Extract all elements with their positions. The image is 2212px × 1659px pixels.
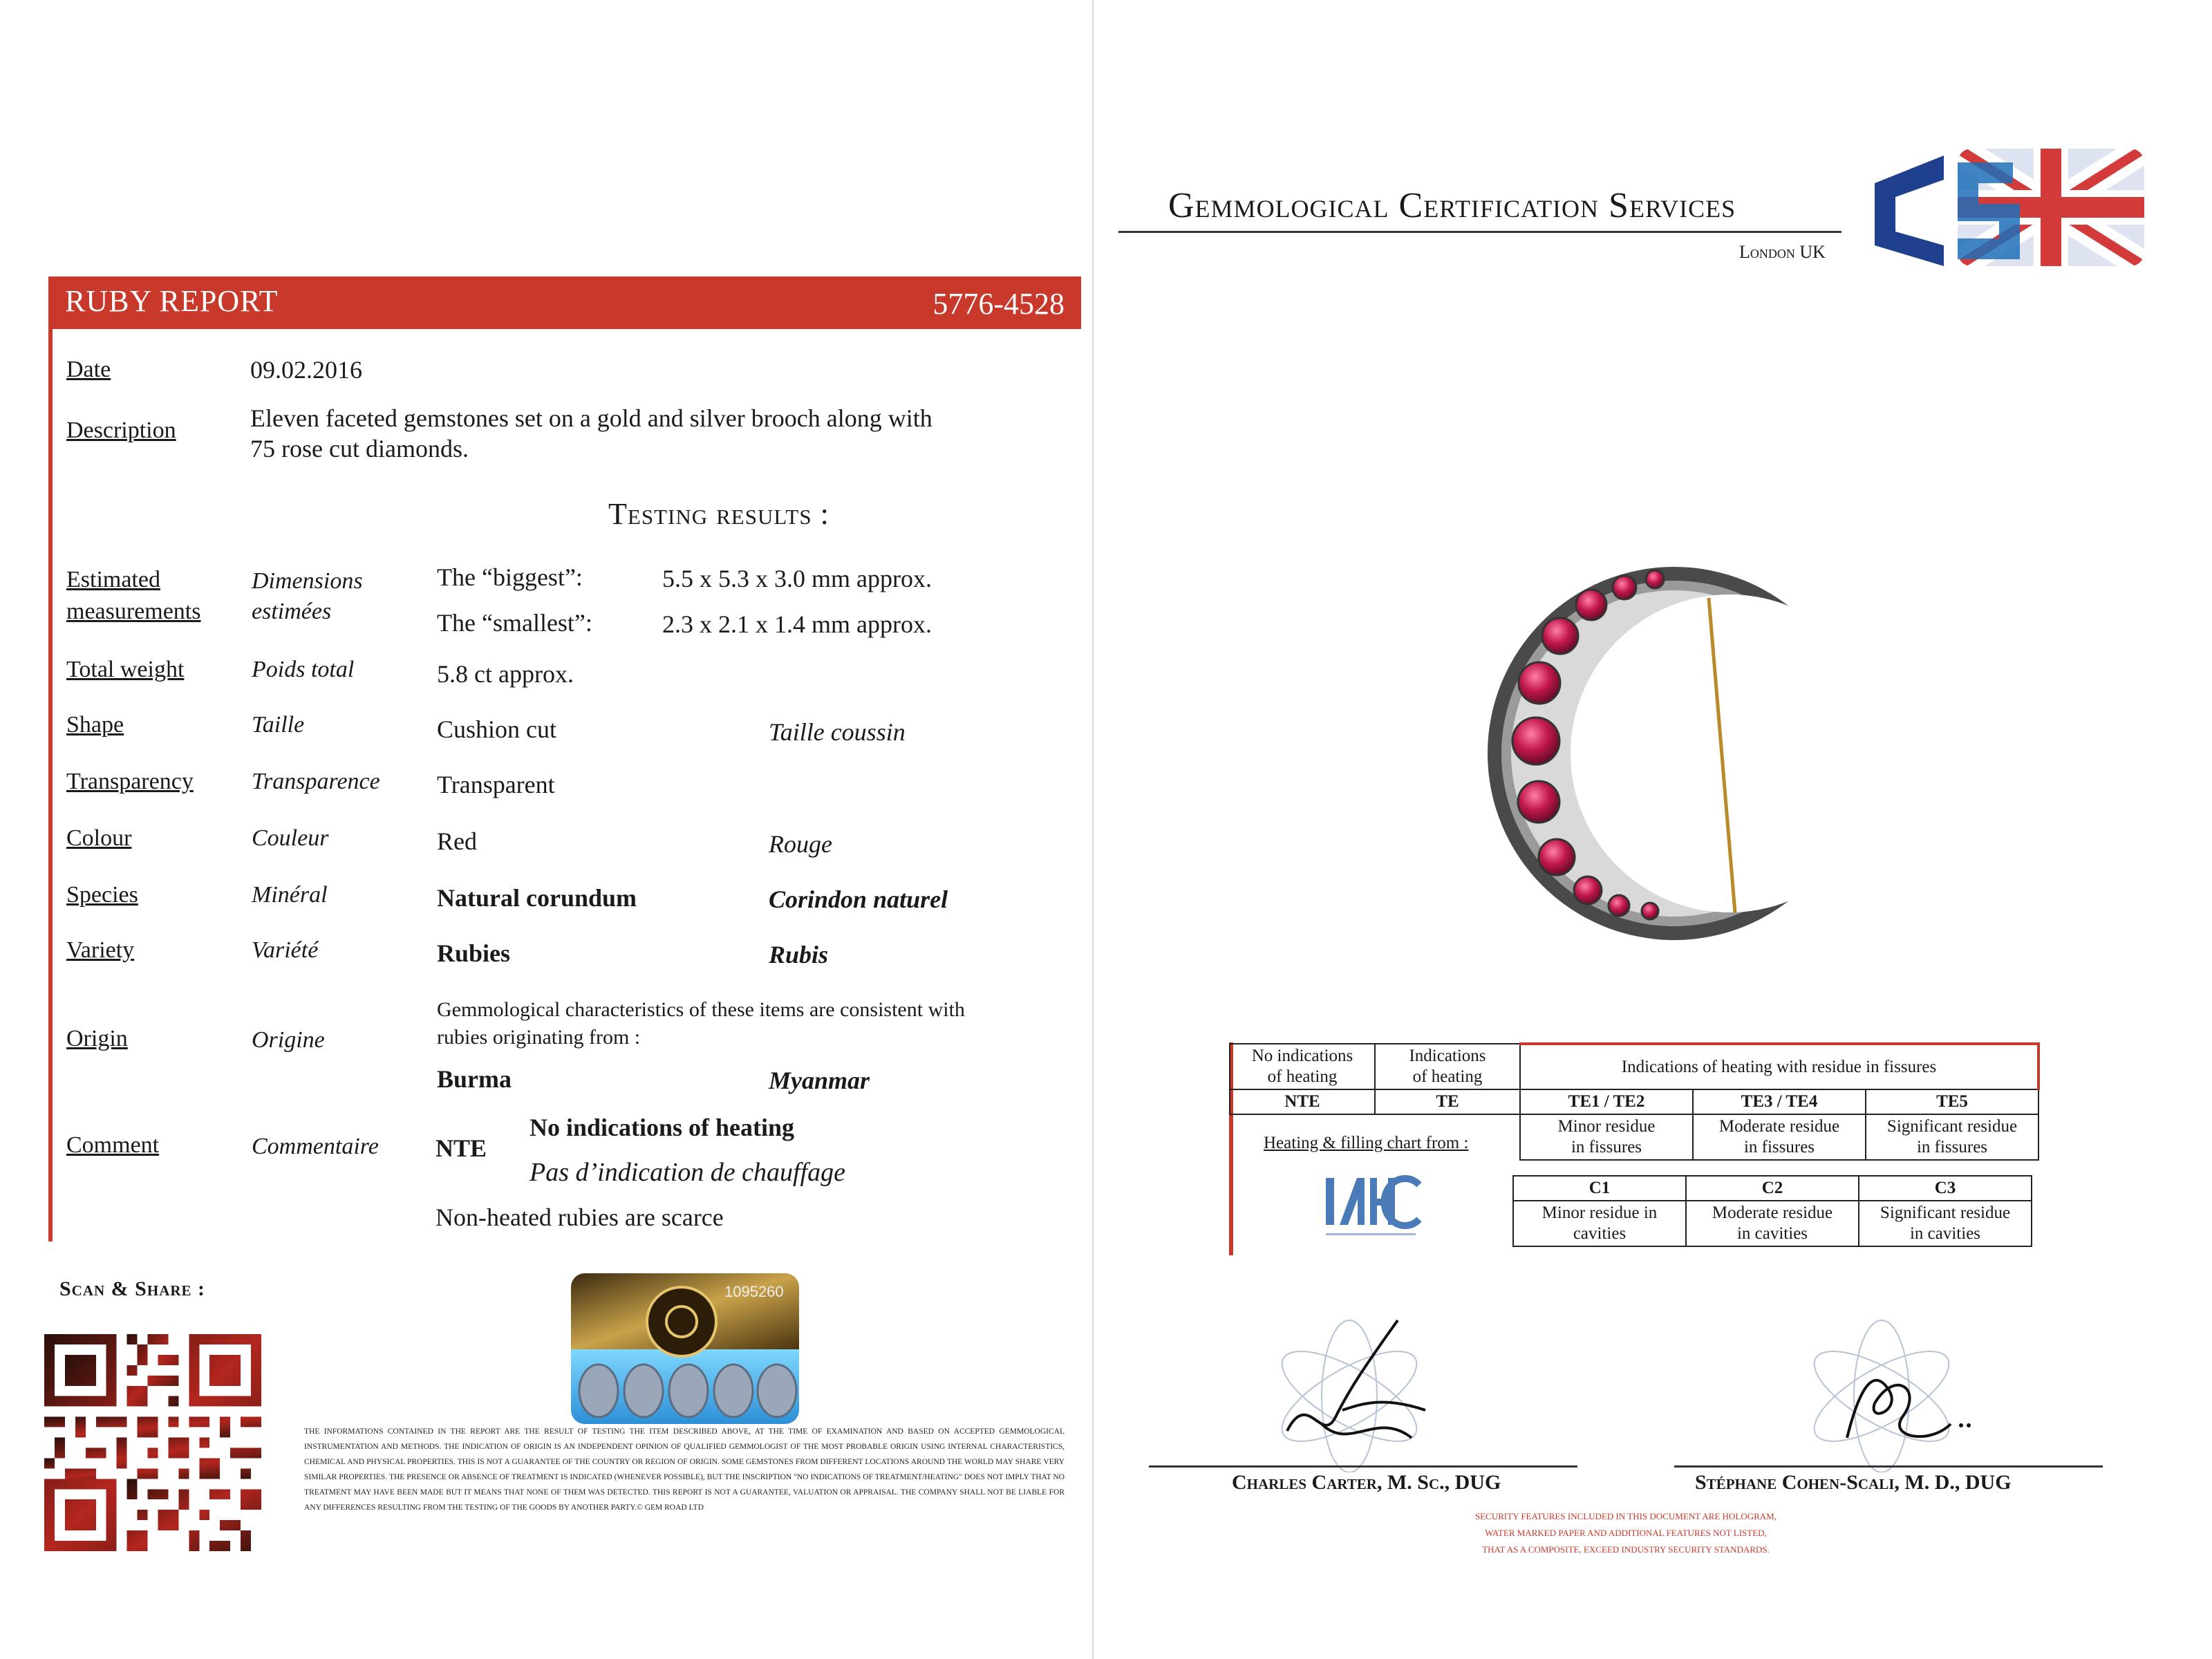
origin-value: Burma	[437, 1065, 512, 1093]
description-line2: 75 rose cut diamonds.	[250, 435, 469, 462]
security-note-line1: SECURITY FEATURES INCLUDED IN THIS DOCUMENT ARE HOLOGRAM,	[1475, 1511, 1777, 1521]
comment-fr: Commentaire	[252, 1134, 379, 1159]
cavity-code-2: C2	[1686, 1176, 1859, 1201]
description-label: Description	[66, 418, 176, 443]
weight-fr: Poids total	[252, 657, 355, 682]
chart-source-label: Heating & filling chart from :	[1264, 1134, 1469, 1152]
cavities-chart-table	[1512, 1175, 2032, 1247]
comment-value-fr: Pas d’indication de chauffage	[529, 1158, 845, 1187]
fissure-code-1: TE1 / TE2	[1520, 1089, 1693, 1114]
cavity-code-3: C3	[1859, 1176, 2032, 1201]
measurements-fr-line1: Dimensions	[252, 568, 363, 594]
nte-code: NTE	[1230, 1089, 1375, 1114]
report-left-rule	[48, 329, 53, 1241]
comment-code: NTE	[435, 1134, 487, 1162]
transparency-fr: Transparence	[252, 769, 380, 794]
measurements-label-line2: measurements	[66, 599, 201, 624]
species-value: Natural corundum	[437, 884, 637, 912]
signatory-name-2: Stéphane Cohen-Scali, M. D., DUG	[1695, 1471, 2012, 1494]
te-code: TE	[1375, 1089, 1520, 1114]
colour-value-fr: Rouge	[769, 830, 832, 858]
org-rule	[1118, 231, 1841, 233]
signatory-name-1: Charles Carter, M. Sc., DUG	[1232, 1471, 1501, 1494]
smallest-label: The “smallest”:	[437, 609, 592, 637]
cavity-code-1: C1	[1513, 1176, 1686, 1201]
comment-label: Comment	[66, 1132, 160, 1158]
report-header	[48, 276, 1081, 329]
signature-icon	[1785, 1306, 1985, 1472]
security-note-line3: THAT AS A COMPOSITE, EXCEED INDUSTRY SECURITY STANDARDS.	[1482, 1544, 1770, 1555]
description-line1: Eleven faceted gemstones set on a gold and silver brooch along with	[250, 404, 932, 432]
gcs-logo-icon	[1854, 142, 2151, 273]
smallest-value: 2.3 x 2.1 x 1.4 mm approx.	[662, 610, 932, 638]
colour-value: Red	[437, 827, 477, 855]
biggest-value: 5.5 x 5.3 x 3.0 mm approx.	[662, 565, 932, 592]
fissure-code-2: TE3 / TE4	[1693, 1089, 1866, 1114]
variety-fr: Variété	[252, 937, 319, 963]
qr-code-icon[interactable]	[44, 1334, 261, 1551]
cavity-desc-1: Minor residue in cavities	[1513, 1201, 1686, 1246]
variety-value: Rubies	[437, 939, 511, 967]
species-value-fr: Corindon naturel	[769, 885, 948, 913]
measurements-fr-line2: estimées	[252, 599, 332, 624]
hologram-number: 1095260	[724, 1283, 784, 1300]
weight-value: 5.8 ct approx.	[437, 660, 574, 688]
colour-fr: Couleur	[252, 825, 329, 851]
heat-header	[1375, 1044, 1520, 1089]
date-value: 09.02.2016	[250, 356, 362, 384]
disclaimer-text: THE INFORMATIONS CONTAINED IN THE REPORT ARE THE RESULT OF TESTING THE ITEM DESCRIBED ABOVE, AT THE TIME OF EXAMINATION AND BASED ON ACCEPTED GEMMOLOGICAL INSTRUMENTATION AND METHODS. THE INDICATION OF ORIGIN IS AN INDEPENDENT OPINION OF QUALIFIED GEMMOLOGIST OF THE MOST PROBABLE ORIGIN USING INTERNAL CHARACTERISTICS, CHEMICAL AND PHYSICAL PROPERTIES. THIS IS NOT A GUARANTEE OF THE COUNTRY OR REGION OF ORIGIN. SOME GEMSTONES FROM DIFFERENT LOCATIONS AROUND THE WORLD MAY SHARE VERY SIMILAR PROPERTIES. THE PRESENCE OR ABSENCE OF TREATMENT IS INDICATED (WHENEVER POSSIBLE), BUT THE INSCRIPTION "NO INDICATIONS OF TREATMENT/HEATING" DOES NOT IMPLY THAT NO TREATMENT MAY HAVE BEEN MADE BUT IT MEANS THAT NONE OF THEM WAS DETECTED. THIS REPORT IS NOT A GUARANTEE, VALUATION OR APPRAISAL. THE COMPANY SHALL NOT BE LIABLE FOR ANY DIFFERENCES RESULTING FROM THE TESTING OF THE GOODS BY ANOTHER PARTY.© GEM ROAD LTD	[304, 1427, 1065, 1512]
org-name: Gemmological Certification Services	[1168, 186, 1736, 225]
biggest-label: The “biggest”:	[437, 563, 583, 591]
security-note	[1370, 1508, 1882, 1558]
variety-value-fr: Rubis	[769, 941, 829, 968]
origin-label: Origin	[66, 1026, 128, 1051]
species-label: Species	[66, 882, 138, 908]
report-number: 5776-4528	[932, 287, 1065, 321]
certificate-right-page	[1092, 0, 2212, 1659]
transparency-label: Transparency	[66, 769, 194, 794]
fissure-code-3: TE5	[1866, 1089, 2038, 1114]
fissure-desc-3: Significant residue in fissures	[1866, 1114, 2038, 1160]
measurements-label-line1: Estimated	[66, 567, 160, 592]
transparency-value: Transparent	[437, 771, 555, 798]
signature-line-2	[1674, 1465, 2103, 1468]
org-location: London UK	[1739, 242, 1826, 262]
colour-label: Colour	[66, 825, 132, 851]
signature-icon	[1259, 1306, 1460, 1472]
origin-fr: Origine	[252, 1027, 325, 1053]
heat-line1: Indications	[1409, 1047, 1486, 1065]
no-heat-header	[1230, 1044, 1375, 1089]
comment-value: No indications of heating	[529, 1114, 795, 1141]
no-heat-line2: of heating	[1267, 1067, 1338, 1086]
fissure-desc-2: Moderate residue in fissures	[1693, 1114, 1866, 1160]
testing-results-title: Testing results :	[608, 497, 830, 531]
cavity-desc-3: Significant residue in cavities	[1859, 1201, 2032, 1246]
weight-label: Total weight	[66, 657, 185, 682]
heat-line2: of heating	[1412, 1067, 1483, 1086]
shape-label: Shape	[66, 712, 124, 738]
origin-note-line1: Gemmological characteristics of these items are consistent with	[437, 998, 965, 1021]
origin-note-line2: rubies originating from :	[437, 1026, 641, 1049]
scan-share-title: Scan & Share :	[59, 1277, 206, 1300]
variety-label: Variety	[66, 937, 135, 963]
comment-note: Non-heated rubies are scarce	[435, 1203, 724, 1231]
report-left-page	[0, 0, 1092, 1659]
cavity-desc-2: Moderate residue in cavities	[1686, 1201, 1859, 1246]
ruby-brooch-image	[1474, 560, 1868, 947]
fissure-desc-1: Minor residue in fissures	[1520, 1114, 1693, 1160]
species-fr: Minéral	[252, 882, 328, 908]
signature-line-1	[1149, 1465, 1577, 1468]
shape-fr: Taille	[252, 712, 305, 738]
no-heat-line1: No indications	[1251, 1047, 1353, 1065]
fissures-title: Indications of heating with residue in fissures	[1520, 1044, 2038, 1089]
security-note-line2: WATER MARKED PAPER AND ADDITIONAL FEATURES NOT LISTED,	[1485, 1528, 1767, 1538]
lhc-logo-icon	[1319, 1171, 1423, 1243]
shape-value-fr: Taille coussin	[769, 718, 906, 746]
origin-value-fr: Myanmar	[769, 1067, 870, 1094]
shape-value: Cushion cut	[437, 715, 557, 743]
date-label: Date	[66, 357, 111, 382]
report-title: RUBY REPORT	[65, 284, 279, 318]
